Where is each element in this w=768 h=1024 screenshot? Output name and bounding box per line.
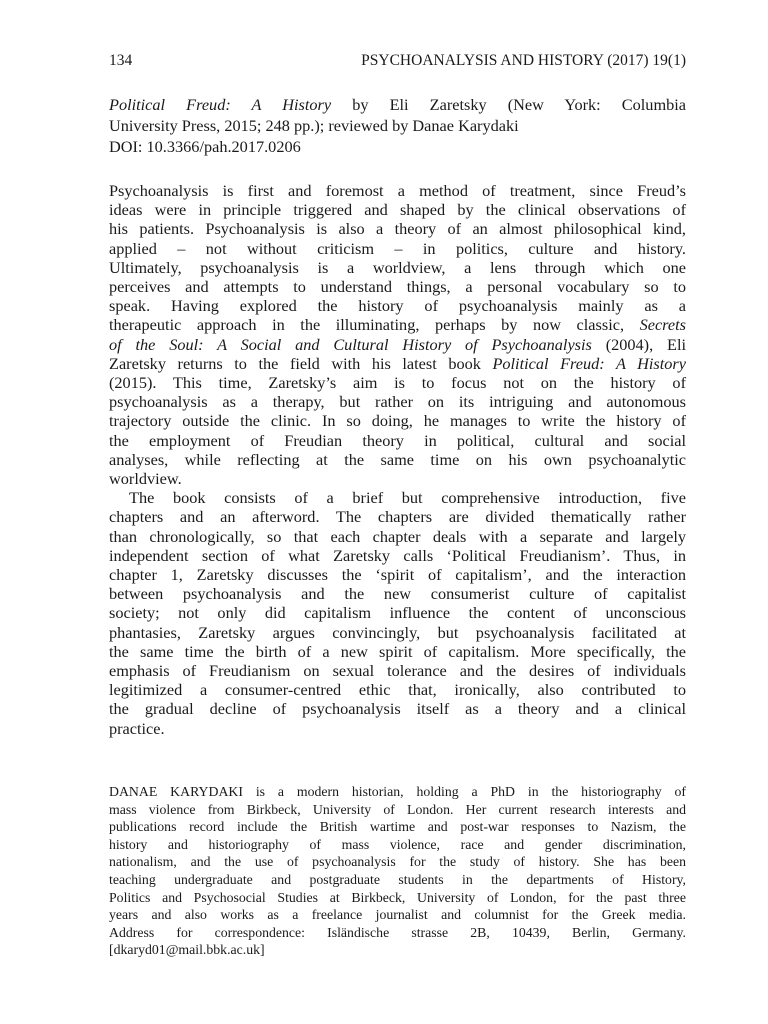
body-line: the same time the birth of a new spirit of capitalism. More specifically, the: [109, 641, 686, 661]
running-header: [109, 52, 686, 72]
body-line: society; not only did capitalism influence the content of unconscious: [109, 603, 686, 623]
body-line: than chronologically, so that each chapter deals with a separate and largely: [109, 526, 686, 546]
review-citation: [109, 94, 686, 157]
review-body: [109, 181, 686, 738]
body-line: psychoanalysis as a therapy, but rather on its intriguing and autonomous: [109, 392, 686, 412]
correspondence-email: [dkaryd01@mail.bbk.ac.uk]: [109, 942, 265, 958]
body-line: trajectory outside the clinic. In so doing, he manages to write the history of: [109, 411, 686, 431]
body-line: worldview.: [109, 469, 182, 489]
body-line: perceives and attempts to understand things, a personal vocabulary so to: [109, 277, 686, 297]
citation-line-1: [109, 94, 686, 115]
bio-line: publications record include the British wartime and post-war responses to Nazism, the: [109, 819, 686, 835]
bio-line: Address for correspondence: Isländische strasse 2B, 10439, Berlin, Germany.: [109, 924, 686, 940]
author-bio: [109, 783, 686, 959]
body-line: the gradual decline of psychoanalysis itself as a theory and a clinical: [109, 699, 686, 719]
page-number: 134: [109, 52, 133, 69]
bio-line: history and historiography of mass violence, race and gender discrimination,: [109, 836, 686, 852]
body-line: Ultimately, psychoanalysis is a worldview, a lens through which one: [109, 257, 686, 277]
body-text: Zaretsky returns to the field with his latest book: [109, 353, 481, 373]
italic-title: of the Soul: A Social and Cultural History of Psychoanalysis: [109, 334, 592, 354]
body-line: The book consists of a brief but comprehensive introduction, five: [129, 488, 686, 508]
bio-line: mass violence from Birkbeck, University of London. Her current research interests and: [109, 801, 686, 817]
bio-line: Politics and Psychosocial Studies at Birkbeck, University of London, for the past three: [109, 889, 686, 905]
body-line: independent section of what Zaretsky calls ‘Political Freudianism’. Thus, in: [109, 545, 686, 565]
body-line: his patients. Psychoanalysis is also a theory of an almost philosophical kind,: [109, 219, 686, 239]
body-line: between psychoanalysis and the new consumerist culture of capitalist: [109, 584, 686, 604]
body-line: the employment of Freudian theory in political, cultural and social: [109, 430, 686, 450]
body-line: [109, 354, 686, 373]
body-line: chapters and an afterword. The chapters are divided thematically rather: [109, 507, 686, 527]
body-line: speak. Having explored the history of psychoanalysis mainly as a: [109, 296, 686, 316]
italic-title: Political Freud: A History: [492, 353, 686, 373]
body-line: [109, 315, 686, 334]
body-line: analyses, while reflecting at the same time on his own psychoanalytic: [109, 449, 686, 469]
body-line: practice.: [109, 718, 165, 738]
body-text: (2004), Eli: [605, 334, 686, 354]
body-line: phantasies, Zaretsky argues convincingly, but psychoanalysis facilitated at: [109, 622, 686, 642]
body-line: applied – not without criticism – in politics, culture and history.: [109, 238, 686, 258]
bio-line: nationalism, and the use of psychoanalysis for the study of history. She has been: [109, 854, 686, 870]
running-title: PSYCHOANALYSIS AND HISTORY (2017) 19(1): [361, 52, 686, 69]
doi: DOI: 10.3366/pah.2017.0206: [109, 137, 301, 156]
citation-author-publisher: by Eli Zaretsky (New York: Columbia: [352, 95, 686, 114]
bio-line: teaching undergraduate and postgraduate students in the departments of History,: [109, 871, 686, 887]
body-line: (2015). This time, Zaretsky’s aim is to focus not on the history of: [109, 373, 686, 393]
body-line: emphasis of Freudianism on sexual tolerance and the desires of individuals: [109, 661, 686, 681]
citation-line-2: University Press, 2015; 248 pp.); reviewed by Danae Karydaki: [109, 116, 519, 135]
italic-title: Secrets: [639, 315, 687, 335]
body-line: [109, 335, 686, 354]
body-line: ideas were in principle triggered and shaped by the clinical observations of: [109, 200, 686, 220]
bio-line: years and also works as a freelance journalist and columnist for the Greek media.: [109, 907, 686, 923]
book-title: Political Freud: A History: [109, 95, 332, 114]
body-line: legitimized a consumer-centred ethic that, ironically, also contributed to: [109, 680, 686, 700]
body-line: Psychoanalysis is first and foremost a method of treatment, since Freud’s: [109, 181, 686, 200]
body-line: chapter 1, Zaretsky discusses the ‘spirit of capitalism’, and the interaction: [109, 565, 686, 585]
bio-line: DANAE KARYDAKI is a modern historian, holding a PhD in the historiography of: [109, 784, 686, 799]
body-text: therapeutic approach in the illuminating, perhaps by now classic,: [109, 315, 625, 335]
